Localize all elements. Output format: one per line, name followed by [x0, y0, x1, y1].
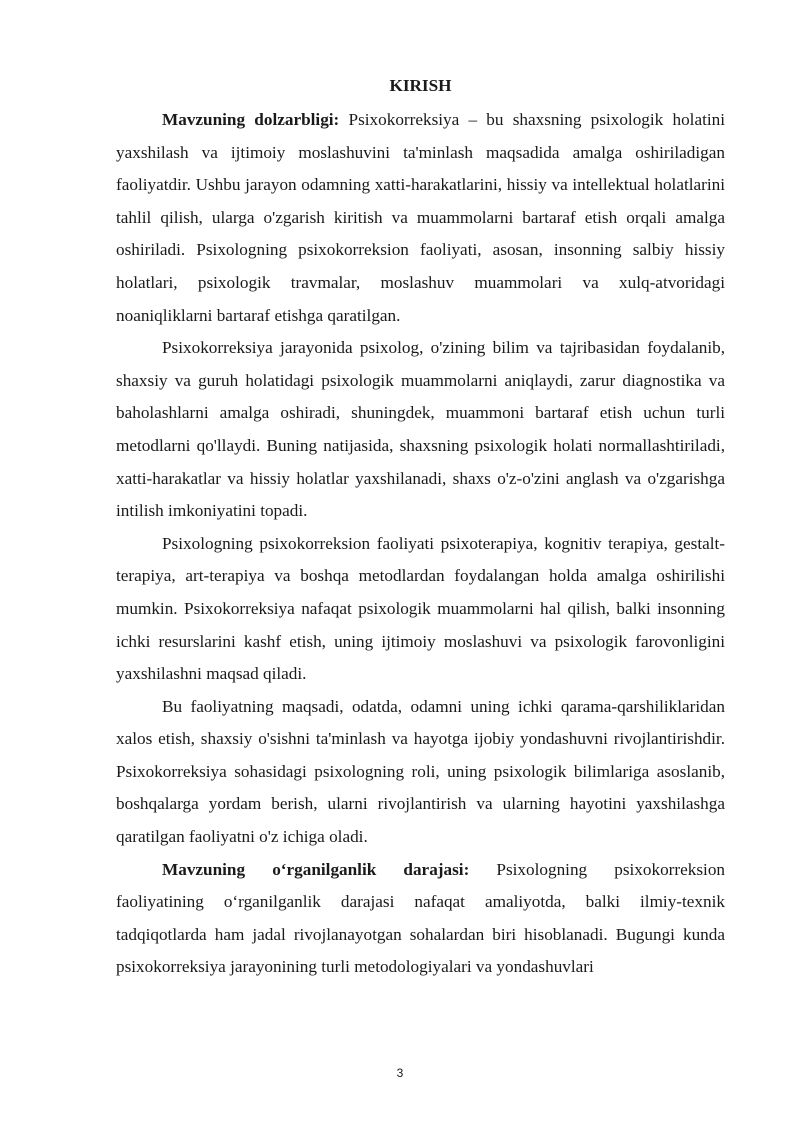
section-heading: KIRISH — [389, 76, 452, 95]
paragraph-methods — [116, 528, 725, 691]
paragraph-text: Psixokorreksiya jarayonida psixolog, o'zining bilim va tajribasidan foydalanib, shaxsiy va guruh holatidagi psixologik muammolarni aniqlaydi, zarur diagnostika va baholashlarni amalga oshiradi, shuningdek, muammoni bartaraf etish uchun turli metodlarni qo'llaydi. Buning natijasida, shaxsning psixologik holati normallashtiriladi, xatti-harakatlar va hissiy holatlar yaxshilanadi, shaxs o'z-o'zini anglash va o'zgarishga intilish imkoniyatini topadi. — [116, 338, 725, 521]
page-content — [116, 70, 725, 984]
paragraph-text: Psixologning psixokorreksion faoliyati psixoterapiya, kognitiv terapiya, gestalt-terapiya, art-terapiya va boshqa metodlardan foydalangan holda amalga oshirilishi mumkin. Psixokorreksiya nafaqat psixologik muammolarni hal qilish, balki insonning ichki resurslarini kashf etish, uning ijtimoiy moslashuvi va psixologik farovonligini yaxshilashni maqsad qiladi. — [116, 533, 725, 684]
paragraph-lead: Mavzuning dolzarbligi: — [162, 110, 340, 129]
paragraph-study-level — [116, 854, 725, 984]
paragraph-process — [116, 332, 725, 528]
paragraph-text: Bu faoliyatning maqsadi, odatda, odamni uning ichki qarama-qarshiliklaridan xalos etish, shaxsiy o'sishni ta'minlash va hayotga ijobiy yondashuvni rivojlantirishdir. Psixokorreksiya sohasidagi psixologning roli, uning psixologik bilimlariga asoslanib, boshqalarga yordam berish, ularni rivojlantirish va ularning hayotini yaxshilashga qaratilgan faoliyatni o'z ichiga oladi. — [116, 696, 725, 847]
paragraph-text: Psixologning psixokorreksion faoliyatining oʻrganilganlik darajasi nafaqat amaliyotda, balki ilmiy-texnik tadqiqotlarda ham jadal rivojlanayotgan sohalardan biri hisoblanadi. Bugungi kunda psixokorreksiya jarayonining turli metodologiyalari va yondashuvlari — [116, 859, 726, 977]
page-number: 3 — [396, 1066, 404, 1080]
paragraph-text: Psixokorreksiya – bu shaxsning psixologik holatini yaxshilash va ijtimoiy moslashuvini ta'minlash maqsadida amalga oshiriladigan faoliyatdir. Ushbu jarayon odamning xatti-harakatlarini, hissiy va intellektual holatlarini tahlil qilish, ularga o'zgarish kiritish va muammolarni bartaraf etish orqali amalga oshiriladi. Psixologning psixokorreksion faoliyati, asosan, insonning salbiy hissiy holatlari, psixologik travmalar, moslashuv muammolari va xulq-atvoridagi noaniqliklarni bartaraf etishga qaratilgan. — [116, 110, 725, 325]
paragraph-purpose — [116, 691, 725, 854]
paragraph-lead: Mavzuning oʻrganilganlik darajasi: — [162, 859, 470, 879]
paragraph-relevance — [116, 104, 725, 332]
